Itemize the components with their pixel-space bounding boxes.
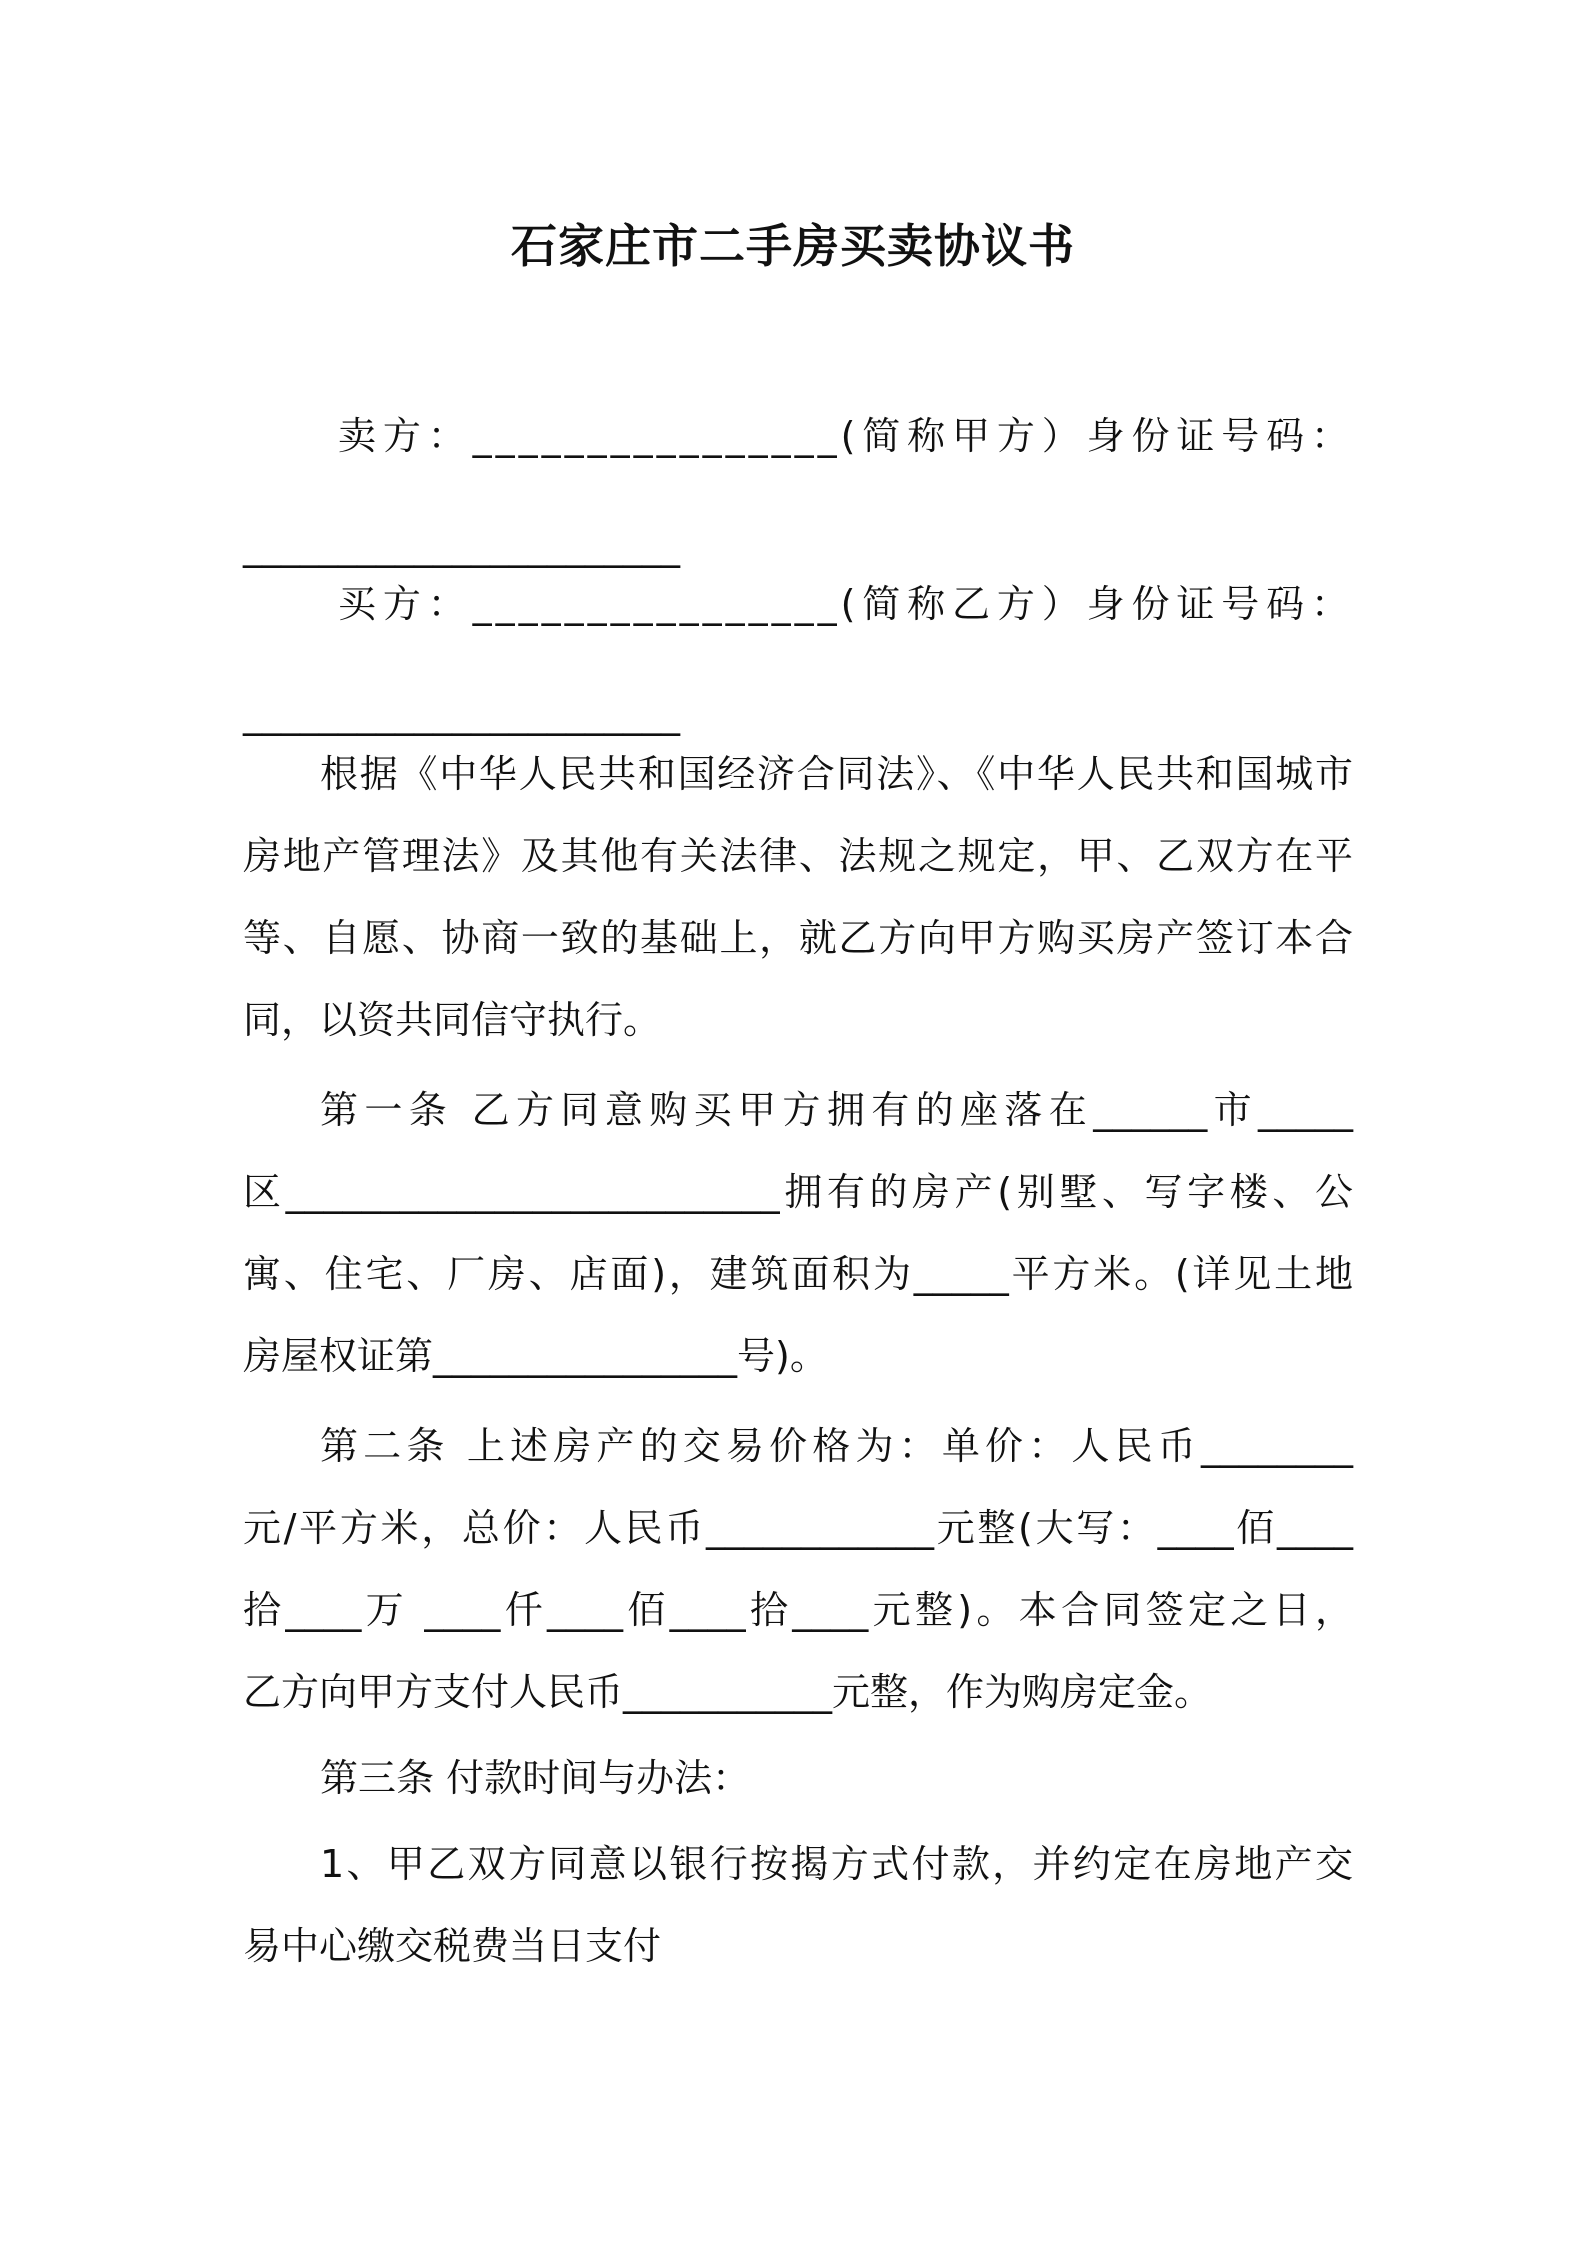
article2-line-3: 拾____万 ____仟____佰____拾____元整)。本合同签定之日， xyxy=(243,1588,1353,1632)
article2-line-1: 第二条 上述房产的交易价格为：单价：人民币________ xyxy=(320,1424,1353,1468)
article2-line-4: 乙方向甲方支付人民币___________元整，作为购房定金。 xyxy=(243,1670,1213,1714)
seller-id-blank: _______________________ xyxy=(243,524,680,568)
article3-item1-line-1: 1、甲乙双方同意以银行按揭方式付款，并约定在房地产交 xyxy=(320,1842,1353,1886)
article1-line-1: 第一条 乙方同意购买甲方拥有的座落在______市_____ xyxy=(320,1088,1353,1132)
article1-line-4: 房屋权证第________________号)。 xyxy=(243,1334,828,1378)
preamble-line-1: 根据《中华人民共和国经济合同法》、《中华人民共和国城市 xyxy=(320,752,1353,796)
article1-line-3: 寓、住宅、厂房、店面)，建筑面积为_____平方米。(详见土地 xyxy=(243,1252,1353,1296)
article3-heading: 第三条 付款时间与办法： xyxy=(320,1756,751,1800)
article3-item1-line-2: 易中心缴交税费当日支付 xyxy=(243,1924,662,1968)
buyer-id-blank: _______________________ xyxy=(243,692,680,736)
buyer-line: 买方：________________(简称乙方）身份证号码： xyxy=(338,582,1353,626)
document-title: 石家庄市二手房买卖协议书 xyxy=(511,219,1075,273)
preamble-line-3: 等、自愿、协商一致的基础上，就乙方向甲方购买房产签订本合 xyxy=(243,916,1353,960)
article1-line-2: 区__________________________拥有的房产(别墅、写字楼、公 xyxy=(243,1170,1353,1214)
preamble-line-2: 房地产管理法》及其他有关法律、法规之规定，甲、乙双方在平 xyxy=(243,834,1353,878)
preamble-line-4: 同，以资共同信守执行。 xyxy=(243,998,662,1042)
seller-line: 卖方：________________(简称甲方）身份证号码： xyxy=(338,414,1353,458)
article2-line-2: 元/平方米，总价：人民币____________元整(大写：____佰____ xyxy=(243,1506,1353,1550)
